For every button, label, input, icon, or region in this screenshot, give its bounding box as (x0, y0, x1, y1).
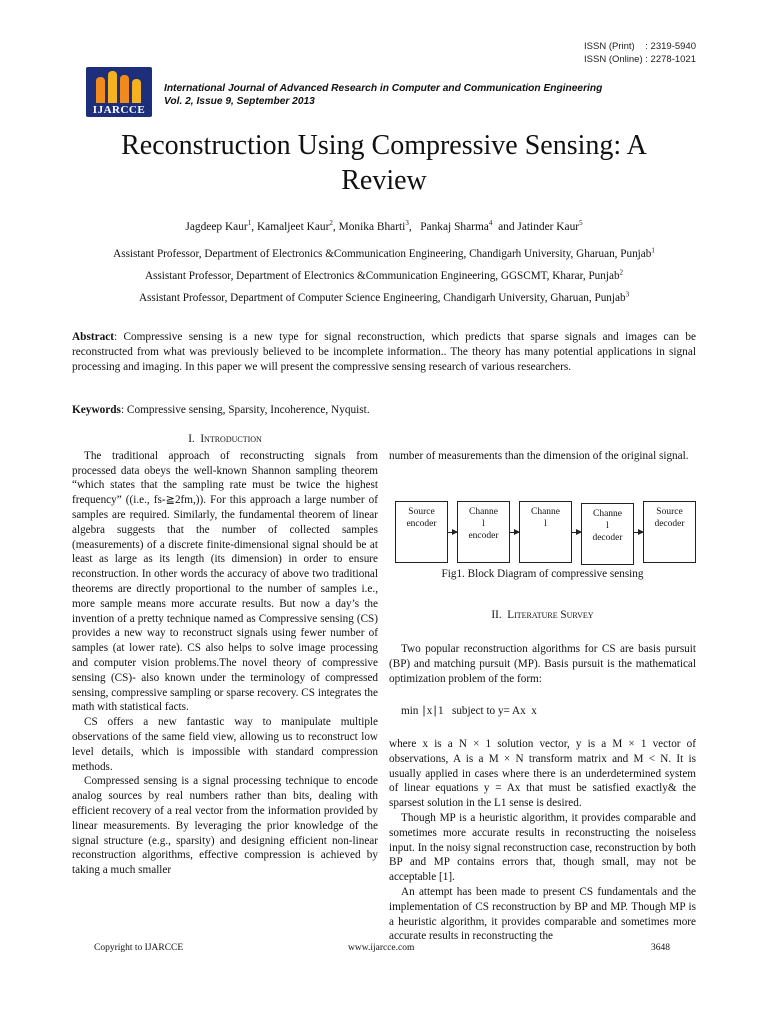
block-label: decoder (592, 533, 623, 543)
author-name: Kamaljeet Kaur (256, 221, 330, 233)
affiliation-text: Assistant Professor, Department of Electronics &Communication Engineering, Chandigarh University, Gharuan, Punjab (113, 248, 652, 260)
abstract-label: Abstract (72, 331, 115, 343)
left-column (72, 432, 378, 878)
abstract (72, 330, 696, 375)
author-name: Jatinder Kaur (517, 221, 580, 233)
author-sup: 4 (488, 219, 493, 228)
journal-header (164, 82, 602, 108)
journal-logo (86, 67, 152, 117)
author-sup: 3 (405, 219, 409, 228)
title-line-2: Review (341, 165, 427, 196)
abstract-text: : Compressive sensing is a new type for signal reconstruction, which predicts that sparse signals and images can be reconstructed from what was previously believed to be incomplete information.. The theory has many potential applications in signal processing and imaging. In this paper we will present the compressive sensing research of various researchers. (72, 331, 696, 373)
logo-flame-icon (108, 71, 117, 103)
block-label: Source (656, 507, 683, 517)
author-sup: 5 (579, 219, 583, 228)
lit-survey-paragraph-2: where x is a N × 1 solution vector, y is a M × 1 vector of observations, A is a M × N transform matrix and M < N. It is usually applied in cases where there is an underdetermined system of linear equations y = Ax that must be satisfied exactly& the sparsest solution in the L1 sense is desired. (389, 738, 696, 810)
channel-block (519, 501, 572, 563)
section-title: Literature Survey (507, 609, 594, 621)
source-encoder-block (395, 501, 448, 563)
logo-flame-icon (96, 77, 105, 103)
intro-paragraph-3: Compressed sensing is a signal processing technique to encode analog sources by real numbers rather than bits, dealing with efficient recovery of a real vector from the information provided by linear measurements. By leveraging the prior knowledge of the signal structure (e.g., sparsity) and designing efficient non-linear reconstruction algorithms, effective compression is achieved by taking a much smaller (72, 775, 378, 877)
issn-block (584, 40, 696, 66)
intro-continuation: number of measurements than the dimension of the original signal. (389, 450, 689, 462)
paper-title (80, 128, 688, 198)
block-label: Channe (468, 507, 499, 517)
logo-text: IJARCCE (92, 104, 146, 116)
section-1-heading (72, 432, 378, 447)
intro-paragraph-1: The traditional approach of reconstructing signals from processed data obeys the well-known Shannon sampling theorem “which states that the sampling rate must be twice the highest frequency” ((i.e., fs-≧2fm,)). For this approach a large number of samples are required. Similarly, the fundamental theorem of linear algebra suggests that the number of collected samples (measurements) of a discrete finite-dimensional signal should be at least as large as its length (its dimension) in order to ensure reconstruction. In other words the accuracy of above two traditional theorems are directly proportional to the number of samples i.e., more sample means more accurate results. But now a day’s the invention of a pretty technique named as Compressive sensing (CS) provides a new way to reconstruct signals using fewer number of samples (at lower rate). CS also helps to solve image processing and computer vision problems.The novel theory of compressive sensing (CS)- also known under the terminology of compressed sensing, compressive sampling or sparse recovery. CS integrates the math with statistical facts. (72, 449, 378, 714)
issn-online-label: ISSN (Online) (584, 54, 643, 65)
affiliation-1 (60, 248, 708, 260)
affiliation-sup: 3 (625, 290, 630, 299)
title-line-1: Reconstruction Using Compressive Sensing: A (121, 130, 647, 161)
issn-print-label: ISSN (Print) (584, 41, 635, 52)
author-name: Monika Bharti (338, 221, 406, 233)
right-column-top (389, 449, 696, 464)
issn-online-value: : 2278-1021 (645, 54, 696, 65)
logo-flame-icon (132, 79, 141, 103)
section-number: I. (188, 433, 195, 445)
footer-url[interactable]: www.ijarcce.com (348, 943, 415, 953)
keywords-text: : Compressive sensing, Sparsity, Incoherence, Nyquist. (120, 404, 370, 416)
block-label: l (482, 519, 485, 529)
section-number: II. (491, 609, 502, 621)
lit-survey-paragraph-4: An attempt has been made to present CS fundamentals and the implementation of CS reconstruction by BP and MP. Though MP is a heuristic algorithm, it provides comparable and sometimes more accurate results in reconstructing the (389, 885, 696, 943)
author-name: Jagdeep Kaur (185, 221, 248, 233)
issn-print-value: : 2319-5940 (645, 41, 696, 52)
affiliation-text: Assistant Professor, Department of Computer Science Engineering, Chandigarh University, Gharuan, Punjab (138, 292, 626, 304)
footer-page-number: 3648 (651, 943, 670, 953)
affiliation-3 (60, 292, 708, 304)
block-label: Channe (530, 507, 561, 517)
block-label: Source (408, 507, 435, 517)
affiliation-2 (60, 270, 708, 282)
intro-paragraph-2: CS offers a new fantastic way to manipulate multiple observations of the same field view, allowing us to reconstruct low level details, which is impossible with standard compression methods. (72, 716, 378, 773)
affiliation-sup: 1 (651, 246, 655, 255)
journal-issue: Vol. 2, Issue 9, September 2013 (164, 96, 315, 107)
block-label: Channe (592, 509, 623, 519)
block-label: encoder (406, 519, 437, 529)
section-title: Introduction (200, 433, 262, 445)
block-label: l (544, 519, 547, 529)
logo-flame-icon (120, 75, 129, 103)
footer-copyright: Copyright to IJARCCE (94, 943, 184, 953)
arrow-icon (510, 532, 519, 533)
lit-survey-paragraph-1 (389, 642, 696, 686)
arrow-icon (572, 532, 581, 533)
paragraph-text: Two popular reconstruction algorithms for CS are basis pursuit (BP) and matching pursuit (MP). Basis pursuit is the mathematical optimization problem of the form: (389, 643, 696, 685)
section-2-heading (389, 609, 696, 621)
channel-encoder-block (457, 501, 510, 563)
arrow-icon (634, 532, 643, 533)
author-and: and (498, 221, 515, 233)
author-list: Jagdeep Kaur$^1$, Kamaljeet Kaur$^2$, Monika Bharti$^3$, Pankaj Sharma$^4$ and Jatinder Kaur$^5$ (185, 219, 583, 233)
journal-name: International Journal of Advanced Research in Computer and Communication Engineering (164, 83, 603, 94)
source-decoder-block (643, 501, 696, 563)
affiliation-text: Assistant Professor, Department of Electronics &Communication Engineering, GGSCMT, Kharar, Punjab (144, 270, 620, 282)
keywords-label: Keywords (72, 404, 121, 416)
author-sup: 2 (329, 219, 333, 228)
lit-survey-paragraph-3: Though MP is a heuristic algorithm, it provides comparable and sometimes more accurate results in reconstructing the noiseless input. In the noisy signal reconstruction case, reconstruction by both BP and MP contains errors that, though small, may not be acceptable [1]. (389, 811, 696, 884)
keywords (72, 404, 370, 416)
author-name: Pankaj Sharma (420, 221, 489, 233)
author-sup: 1 (247, 219, 252, 228)
channel-decoder-block (581, 503, 634, 565)
lit-survey-body (389, 737, 696, 944)
figure-caption: Fig1. Block Diagram of compressive sensing (441, 568, 644, 580)
block-label: encoder (468, 531, 499, 541)
equation: min ∣x∣1 subject to y= Ax x (401, 705, 537, 717)
block-label: l (606, 521, 609, 531)
affiliation-sup: 2 (619, 268, 624, 277)
block-label: decoder (654, 519, 685, 529)
arrow-icon (448, 532, 457, 533)
